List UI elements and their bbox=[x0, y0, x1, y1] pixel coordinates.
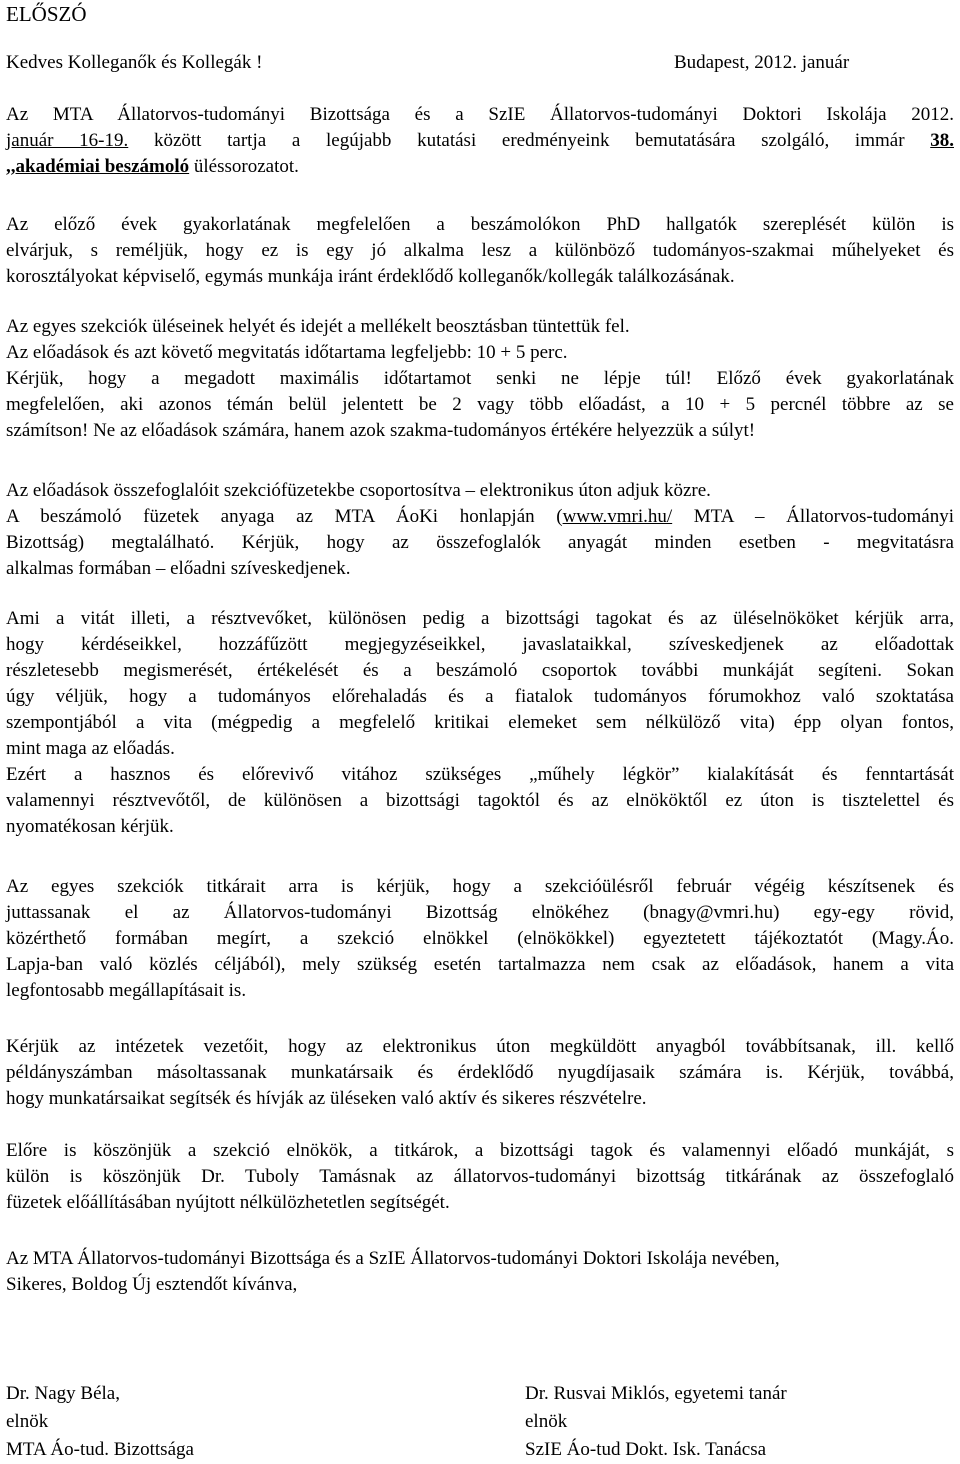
text-line: közérthető formában megírt, a szekció elnökkel (elnökökkel) egyeztetett tájékoztatót (Magy.Áo. bbox=[6, 928, 954, 949]
text-line: külön is köszönjük Dr. Tuboly Tamásnak az állatorvos-tudományi bizottság titkárának az összefoglaló bbox=[6, 1166, 954, 1187]
text-line: Ami a vitát illeti, a résztvevőket, különösen pedig a bizottsági tagokat és az üléselnököket kérjük arra, bbox=[6, 608, 954, 629]
text-line: Kérjük, hogy a megadott maximális időtartamot senki ne lépje túl! Előző évek gyakorlatának bbox=[6, 368, 954, 389]
text-span: üléssorozatot. bbox=[189, 156, 299, 177]
text-line: legfontosabb megállapításait is. bbox=[6, 980, 247, 1001]
text-line: Az MTA Állatorvos-tudományi Bizottsága és a SzIE Állatorvos-tudományi Doktori Iskolája 2012. bbox=[6, 104, 954, 125]
paragraph-secretaries bbox=[6, 874, 954, 1004]
website-link[interactable]: www.vmri.hu/ bbox=[562, 506, 673, 527]
text-line: úgy véljük, hogy a tudományos előrehaladás és a fiatalok tudományos fórumokhoz való szoktatása bbox=[6, 686, 954, 707]
signatory-org: SzIE Áo-tud Dokt. Isk. Tanácsa bbox=[525, 1439, 767, 1460]
text-line: Sikeres, Boldog Új esztendőt kívánva, bbox=[6, 1274, 298, 1295]
text-line: Az egyes szekciók titkárait arra is kérjük, hogy a szekcióülésről február végéig készítsenek és bbox=[6, 876, 954, 897]
session-number: 38. bbox=[930, 130, 954, 151]
paragraph-closing bbox=[6, 1246, 954, 1298]
event-name: ,,akadémiai beszámoló bbox=[6, 156, 190, 177]
text-line: Az előadások összefoglalóit szekciófüzetekbe csoportosítva – elektronikus úton adjuk közre. bbox=[6, 480, 711, 501]
text-line: Az előadások és azt követő megvitatás időtartama legfeljebb: 10 + 5 perc. bbox=[6, 342, 568, 363]
text-line: Az előző évek gyakorlatának megfelelően a beszámolókon PhD hallgatók szereplését külön is bbox=[6, 214, 954, 235]
text-line: részletesebb megismerését, értékelését és a beszámoló csoportok további munkáját segíteni. Sokan bbox=[6, 660, 954, 681]
paragraph-abstracts bbox=[6, 478, 954, 582]
text-line: Az egyes szekciók üléseinek helyét és idejét a mellékelt beosztásban tüntettük fel. bbox=[6, 316, 630, 337]
paragraph-schedule bbox=[6, 314, 954, 444]
signatory-org: MTA Áo-tud. Bizottsága bbox=[6, 1439, 194, 1460]
signatory-role: elnök bbox=[6, 1411, 49, 1432]
text-line: Kérjük az intézetek vezetőit, hogy az elektronikus úton megküldött anyagból továbbítsanak, ill. kellő bbox=[6, 1036, 954, 1057]
signatory-name: Dr. Rusvai Miklós, egyetemi tanár bbox=[525, 1383, 787, 1404]
text-span: MTA – Állatorvos-tudományi bbox=[672, 506, 954, 527]
paragraph-thanks bbox=[6, 1138, 954, 1216]
signatory-name: Dr. Nagy Béla, bbox=[6, 1383, 120, 1404]
text-line: hogy munkatársaikat segítsék és hívják az üléseken való aktív és sikeres részvételre. bbox=[6, 1088, 647, 1109]
greeting-row bbox=[6, 51, 954, 75]
text-line: Ezért a hasznos és előrevivő vitához szükséges „műhely légkör” kialakítását és fenntartását bbox=[6, 764, 954, 785]
date-range: január 16-19. bbox=[6, 130, 129, 151]
text-line: füzetek előállításában nyújtott nélkülözhetetlen segítségét. bbox=[6, 1192, 450, 1213]
text-line: alkalmas formában – előadni szíveskedjenek. bbox=[6, 558, 351, 579]
paragraph-discussion bbox=[6, 606, 954, 840]
text-line: példányszámban másoltassanak munkatársaik és érdeklődő nyugdíjasaik számára is. Kérjük, továbbá, bbox=[6, 1062, 954, 1083]
paragraph-intro bbox=[6, 102, 954, 180]
text-line: juttassanak el az Állatorvos-tudományi Bizottság elnökéhez (bnagy@vmri.hu) egy-egy rövid, bbox=[6, 902, 954, 923]
text-line: korosztályokat képviselő, egymás munkája iránt érdeklődő kolleganők/kollegák találkozásának. bbox=[6, 266, 735, 287]
text-span: A beszámoló füzetek anyaga az MTA ÁoKi honlapján ( bbox=[6, 506, 563, 527]
greeting: Kedves Kolleganők és Kollegák ! bbox=[6, 52, 263, 73]
paragraph-phd bbox=[6, 212, 954, 290]
text-line: Előre is köszönjük a szekció elnökök, a titkárok, a bizottsági tagok és valamennyi előadó munkáját, s bbox=[6, 1140, 954, 1161]
text-line bbox=[6, 128, 954, 154]
text-line: számítson! Ne az előadások számára, hanem azok szakma-tudományos értékére helyezzük a súlyt! bbox=[6, 420, 756, 441]
text-line: nyomatékosan kérjük. bbox=[6, 816, 174, 837]
text-line: elvárjuk, s reméljük, hogy ez is egy jó alkalma lesz a különböző tudományos-szakmai műhelyeket és bbox=[6, 240, 954, 261]
document-title: ELŐSZÓ bbox=[6, 2, 87, 26]
date-line: Budapest, 2012. január bbox=[674, 52, 850, 73]
text-line: Az MTA Állatorvos-tudományi Bizottsága és a SzIE Állatorvos-tudományi Doktori Iskolája nevében, bbox=[6, 1248, 780, 1269]
text-line: hogy kérdéseikkel, hozzáfűzött megjegyzéseikkel, javaslataikkal, szíveskedjenek az előadottak bbox=[6, 634, 954, 655]
signatory-role: elnök bbox=[525, 1411, 568, 1432]
text-line: szempontjából a vita (mégpedig a megfelelő kritikai elemeket sem nélkülöző vita) épp olyan fontos, bbox=[6, 712, 954, 733]
text-line bbox=[6, 154, 954, 180]
text-line: megfelelően, aki azonos témán belül jelentett be 2 vagy több előadást, a 10 + 5 percnél többre az se bbox=[6, 394, 954, 415]
text-line: valamennyi résztvevőtől, de különösen a bizottsági tagoktól és az elnököktől ez úton is tisztelettel és bbox=[6, 790, 954, 811]
text-line bbox=[6, 504, 954, 530]
text-span: között tartja a legújabb kutatási eredményeink bemutatására szolgáló, immár bbox=[128, 130, 931, 151]
signature-right bbox=[525, 1380, 787, 1464]
paragraph-institutes bbox=[6, 1034, 954, 1112]
text-line: mint maga az előadás. bbox=[6, 738, 175, 759]
text-line: Lapja-ban való közlés céljából), mely szükség esetén tartalmazza nem csak az előadások, hanem a vita bbox=[6, 954, 954, 975]
signature-left bbox=[6, 1380, 194, 1464]
text-line: Bizottság) megtalálható. Kérjük, hogy az összefoglalók anyagát minden esetben - megvitatásra bbox=[6, 532, 954, 553]
